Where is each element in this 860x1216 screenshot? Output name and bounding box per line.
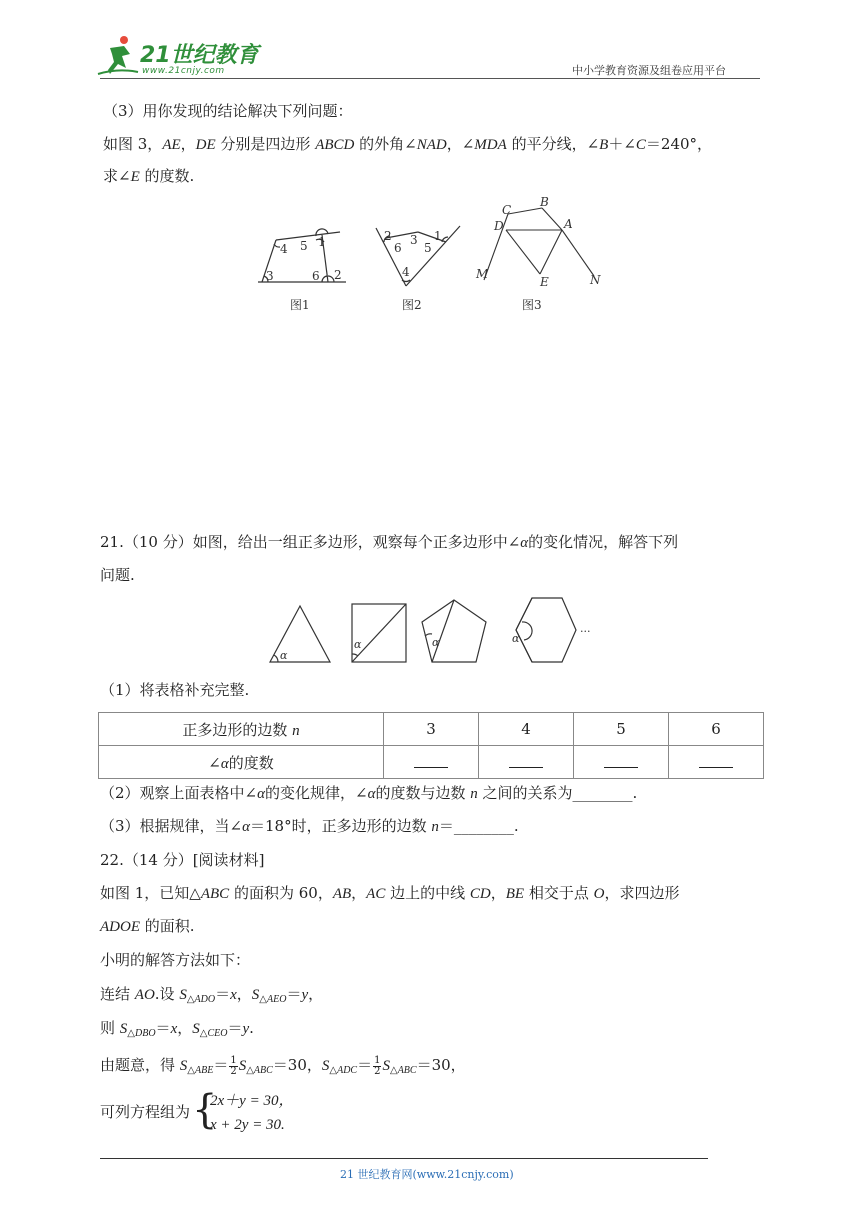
table-header-angle: ∠α的度数 [99, 746, 384, 779]
fig2-label-4: 4 [402, 265, 410, 279]
table-header-sides: 正多边形的边数 n [99, 713, 384, 746]
fig3-label-e: E [540, 275, 549, 289]
figure-1 [252, 220, 352, 290]
logo-text: 21世纪教育 [140, 43, 259, 68]
footer-link[interactable]: 21 世纪教育网(www.21cnjy.com) [340, 1168, 514, 1181]
fig2-label-5: 5 [424, 241, 432, 255]
q21-line2: 问题. [100, 566, 135, 584]
fig1-label-1: 1 [318, 235, 326, 249]
fig2-label-1: 1 [434, 229, 442, 243]
q20-line2: 如图 3，AE，DE 分别是四边形 ABCD 的外角∠NAD，∠MDA 的平分线，∠B＋∠C＝240°， [103, 135, 713, 153]
alpha-label-hexagon: α [512, 632, 520, 645]
fig1-label-2: 2 [334, 268, 342, 282]
q22-line4: 小明的解答方法如下： [100, 951, 251, 969]
q22-line1: 22.（14 分）[阅读材料] [100, 851, 265, 869]
q22-line8-prefix: 可列方程组为 [100, 1103, 191, 1121]
answer-blank[interactable] [384, 746, 479, 779]
table-row [99, 746, 764, 779]
figure-2 [372, 220, 464, 290]
q22-line6: 则 $S_{\triangle DBO}=x$，$S_{\triangle CEO}=y$. [100, 1019, 254, 1039]
figure-3 [470, 192, 610, 292]
polygons-figure [262, 596, 602, 668]
table-cell: 4 [479, 713, 574, 746]
header-logo [96, 34, 266, 82]
polygon-table [98, 712, 764, 779]
footer-divider [100, 1158, 708, 1159]
fig3-label-d: D [494, 219, 504, 233]
fig2-label-6: 6 [394, 241, 402, 255]
q22-line7: 由题意，得 $S_{\triangle ABE}=$ $\frac{1}{2}$ $S_{\triangle ABC}=30$，$S_{\triangle ADC}=$ $\frac{1}{2}$ $S_{\triangle ABC}=30$， [100, 1054, 466, 1077]
fig2-caption: 图2 [402, 298, 422, 312]
table-cell: 3 [384, 713, 479, 746]
table-cell: 5 [574, 713, 669, 746]
alpha-label-pentagon: α [432, 636, 440, 649]
equation-1: 2x＋y = 30， [210, 1093, 294, 1109]
table-row [99, 713, 764, 746]
answer-blank[interactable] [479, 746, 574, 779]
fig2-label-2: 2 [384, 229, 392, 243]
q22-line2: 如图 1，已知△ABC 的面积为 60，AB，AC 边上的中线 CD，BE 相交于点 O，求四边形 [100, 884, 680, 902]
table-cell: 6 [669, 713, 764, 746]
equation-2: x + 2y = 30. [210, 1117, 285, 1133]
fig1-label-6: 6 [312, 269, 320, 283]
fig2-label-3: 3 [410, 233, 418, 247]
fig3-label-n: N [590, 273, 601, 287]
header-platform-text: 中小学教育资源及组卷应用平台 [572, 64, 726, 77]
logo-url: www.21cnjy.com [142, 66, 225, 76]
fig3-label-a: A [564, 217, 573, 231]
equation-brace: { [192, 1087, 218, 1133]
fig3-caption: 图3 [522, 298, 542, 312]
q21-part1: （1）将表格补充完整. [100, 681, 250, 699]
q22-line3: ADOE 的面积. [100, 917, 195, 935]
q22-line5: 连结 AO.设 $S_{\triangle ADO}=x$，$S_{\triangle AEO}=y$， [100, 985, 324, 1005]
fig3-label-m: M [476, 267, 489, 281]
answer-blank[interactable] [574, 746, 669, 779]
q21-part2: （2）观察上面表格中∠α的变化规律，∠α的度数与边数 n 之间的关系为________. [100, 784, 638, 802]
alpha-label-triangle: α [280, 649, 288, 662]
answer-blank[interactable] [669, 746, 764, 779]
fig1-caption: 图1 [290, 298, 310, 312]
fig1-label-4: 4 [280, 242, 288, 256]
fig1-label-3: 3 [266, 269, 274, 283]
q20-part3-title: （3）用你发现的结论解决下列问题： [103, 102, 353, 120]
runner-logo-icon [96, 34, 140, 78]
q21-line1: 21.（10 分）如图，给出一组正多边形，观察每个正多边形中∠α的变化情况，解答下列 [100, 533, 679, 551]
q20-line3: 求∠E 的度数. [103, 167, 195, 185]
header-divider [100, 78, 760, 79]
q21-part3: （3）根据规律，当∠α＝18°时，正多边形的边数 n＝________. [100, 817, 519, 835]
fig3-label-b: B [540, 195, 549, 209]
fig3-label-c: C [502, 203, 512, 217]
polygons-ellipsis: ... [580, 622, 591, 635]
fig1-label-5: 5 [300, 239, 308, 253]
alpha-label-square: α [354, 638, 362, 651]
